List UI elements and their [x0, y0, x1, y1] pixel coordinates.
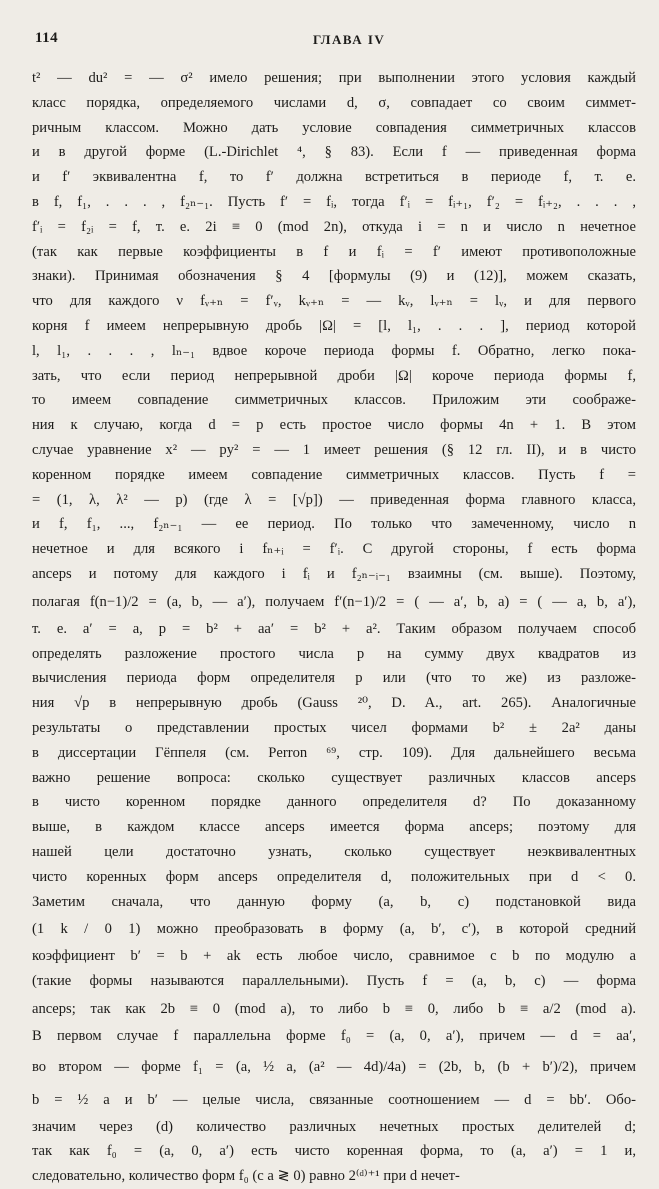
- text-line: коэффициент b′ = b + ak есть любое число, сравнимое с b по модулю a: [32, 948, 636, 965]
- text-line: в f, f₁, . . . , f₂ₙ₋₁. Пусть f′ = fᵢ, тогда f′ᵢ = fᵢ₊₁, f′₂ = fᵢ₊₂, . . . ,: [32, 193, 636, 210]
- page-body: [32, 66, 636, 1189]
- text-line: (так как первые коэффициенты в f и fᵢ = f′ имеют противоположные: [32, 243, 636, 260]
- text-line: следовательно, количество форм f₀ (с a ≷ 0) равно 2⁽ᵈ⁾⁺¹ при d нечет-: [32, 1168, 460, 1185]
- text-line: зать, что если период непрерывной дроби |Ω| короче периода формы f,: [32, 367, 636, 384]
- text-line: так как f₀ = (a, 0, a′) есть чисто коренная форма, то (a, a′) = 1 и,: [32, 1143, 636, 1160]
- text-line: вычисления периода форм определителя p или (что то же) из разложе-: [32, 670, 636, 687]
- text-line: anceps и потому для каждого i fᵢ и f₂ₙ₋ᵢ₋₁ взаимны (см. выше). Поэтому,: [32, 565, 636, 582]
- text-line: во втором — форме f₁ = (a, ½ a, (a² — 4d)/4a) = (2b, b, (b + b′)/2), причем: [32, 1058, 636, 1075]
- text-line: в чисто коренном порядке данного определителя d? По доказанному: [32, 794, 636, 811]
- text-line: ния к случаю, когда d = p есть простое число формы 4n + 1. В этом: [32, 417, 636, 434]
- text-line: и f, f₁, ..., f₂ₙ₋₁ — ее период. По только что замеченному, число n: [32, 516, 636, 533]
- text-line: корня f имеем непрерывную дробь |Ω| = [l, l₁, . . . ], период которой: [32, 317, 636, 334]
- text-line: т. е. a′ = a, p = b² + aa′ = b² + a². Таким образом получаем способ: [32, 620, 636, 637]
- text-line: t² — du² = — σ² имело решения; при выполнении этого условия каждый: [32, 70, 636, 86]
- text-line: то имеем совпадение симметричных классов. Приложим эти соображе-: [32, 392, 636, 409]
- text-line: = (1, λ, λ² — p) (где λ = [√p]) — приведенная форма главного класса,: [32, 491, 636, 508]
- text-line: нашей цели достаточно узнать, сколько существует неэквивалентных: [32, 843, 636, 860]
- text-line: l, l₁, . . . , lₙ₋₁ вдвое короче периода формы f. Обратно, легко пока-: [32, 342, 636, 359]
- text-line: b = ½ a и b′ — целые числа, связанные соотношением — d = bb′. Обо-: [32, 1091, 636, 1108]
- text-line: Заметим сначала, что данную форму (a, b, c) подстановкой вида: [32, 893, 636, 910]
- page-number: 114: [35, 30, 59, 46]
- text-line: (1 k / 0 1) можно преобразовать в форму (a, b′, c′), в которой средний: [32, 921, 636, 938]
- page-header: [35, 30, 639, 54]
- text-line: результаты о представлении простых чисел формами b² ± 2a² даны: [32, 719, 636, 736]
- text-line: ния √p в непрерывную дробь (Gauss ²⁰, D. A., art. 265). Аналогичные: [32, 695, 636, 712]
- text-line: знаки). Принимая обозначения § 4 [формулы (9) и (12)], можем сказать,: [32, 268, 636, 285]
- text-line: выше, в каждом классе anceps имеется форма anceps; поэтому для: [32, 819, 636, 836]
- text-line: значим через (d) количество различных нечетных простых делителей d;: [32, 1118, 636, 1135]
- text-line: класс порядка, определяемого числами d, σ, совпадает со своим симмет-: [32, 94, 636, 111]
- chapter-title: ГЛАВА IV: [313, 32, 386, 47]
- text-line: f′ᵢ = f₂ᵢ = f, т. е. 2i ≡ 0 (mod 2n), откуда i = n и число n нечетное: [32, 218, 636, 235]
- text-line: что для каждого ν fᵥ₊ₙ = f′ᵥ, kᵥ₊ₙ = — kᵥ, lᵥ₊ₙ = lᵥ, и для первого: [32, 293, 636, 310]
- text-line: (такие формы называются параллельными). Пусть f = (a, b, c) — форма: [32, 973, 636, 990]
- text-line: В первом случае f параллельна форме f₀ = (a, 0, a′), причем — d = aa′,: [32, 1027, 636, 1044]
- text-line: anceps; так как 2b ≡ 0 (mod a), то либо b ≡ 0, либо b ≡ a/2 (mod a).: [32, 1000, 636, 1017]
- text-line: нечетное и для всякого i fₙ₊ᵢ = f′ᵢ. С другой стороны, f есть форма: [32, 541, 636, 558]
- text-line: полагая f(n−1)/2 = (a, b, — a′), получаем f′(n−1)/2 = ( — a′, b, a) = ( — a, b, a′),: [32, 593, 636, 610]
- text-line: и в другой форме (L.-Dirichlet ⁴, § 83). Если f — приведенная форма: [32, 144, 636, 161]
- text-line: важно решение вопроса: сколько существует различных классов anceps: [32, 769, 636, 786]
- text-line: в диссертации Гёппеля (см. Perron ⁶⁹, стр. 109). Для дальнейшего весьма: [32, 744, 636, 761]
- text-line: ричным классом. Можно дать условие совпадения симметричных классов: [32, 119, 636, 136]
- text-line: определять разложение простого числа p на сумму двух квадратов из: [32, 645, 636, 662]
- text-line: коренном порядке имеем совпадение симметричных классов. Пусть f =: [32, 466, 636, 483]
- text-line: чисто коренных форм anceps определителя d, положительных при d < 0.: [32, 868, 636, 885]
- text-line: случае уравнение x² — py² = — 1 имеет решения (§ 12 гл. II), и в чисто: [32, 441, 636, 458]
- text-line: и f′ эквивалентна f, то f′ должна встретиться в периоде f, т. е.: [32, 169, 636, 186]
